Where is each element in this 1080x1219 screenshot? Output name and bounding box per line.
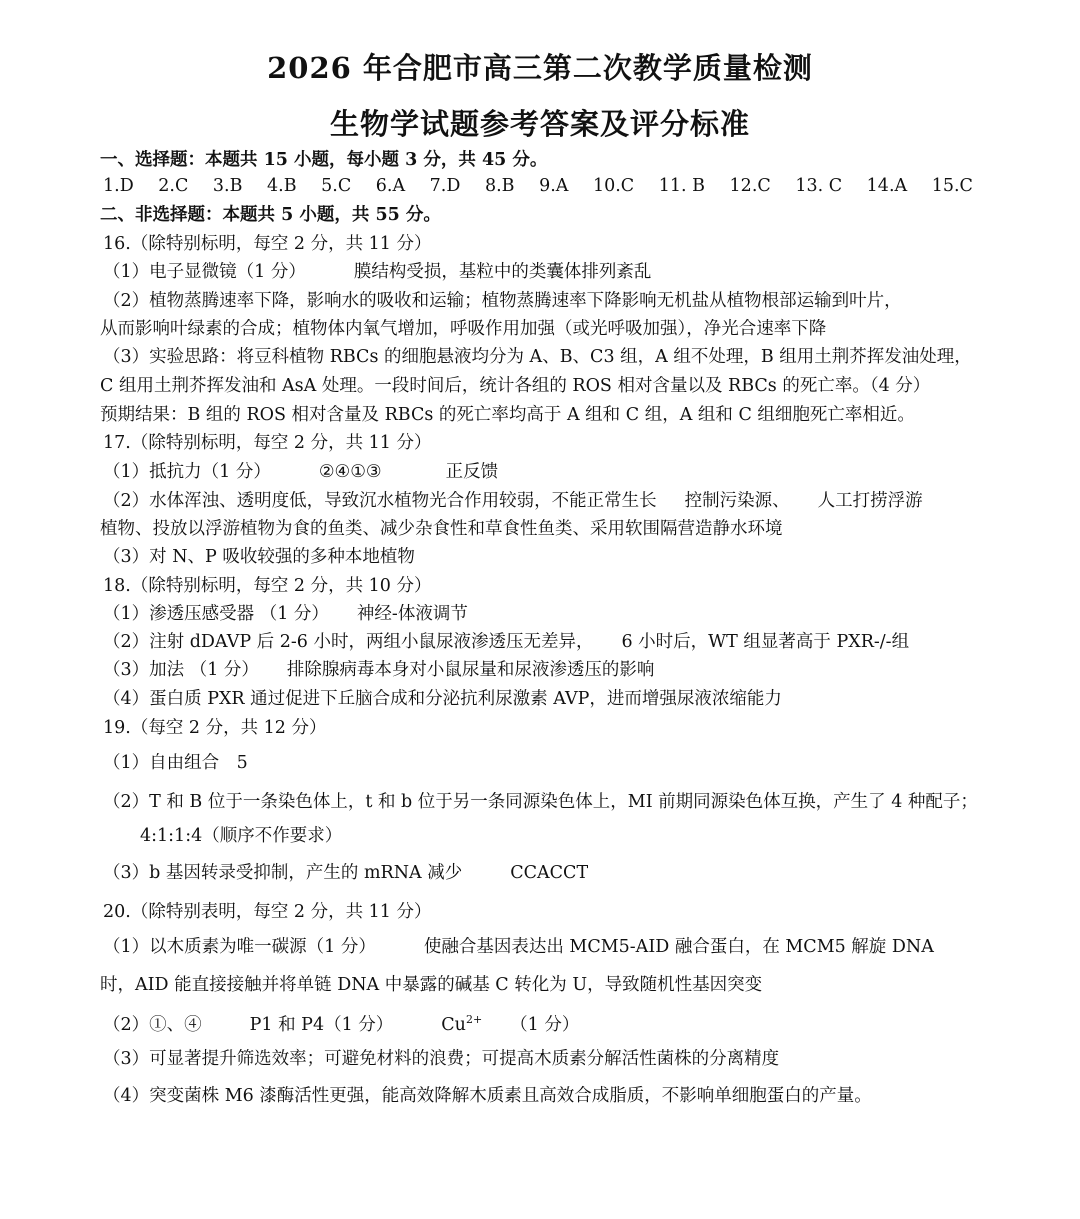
q18-part2-answer-b: 6 小时后，WT 组显著高于 PXR-/-组 [621,632,910,652]
q20-part1-answer-b: 使融合基因表达出 MCM5-AID 融合蛋白，在 MCM5 解旋 DNA [423,937,934,957]
q17-part2-answer-c: 人工打捞浮游 [817,491,923,511]
mc-answer: 2.C [158,176,189,196]
q17-part1-answer-c: 正反馈 [445,462,499,482]
q18-part1 [103,604,468,625]
mc-answer: 13. C [795,176,843,196]
q18-header: 18.（除特别标明，每空 2 分，共 10 分） [103,576,432,596]
q17-header: 17.（除特别标明，每空 2 分，共 11 分） [103,433,432,453]
q18-part4: （4）蛋白质 PXR 通过促进下丘脑合成和分泌抗利尿激素 AVP，进而增强尿液浓缩能力 [103,689,782,709]
q19-part2-line2: 4:1:1:4（顺序不作要求） [140,826,343,846]
q18-part2 [103,632,909,653]
mc-answer: 9.A [539,176,569,196]
mc-answer: 4.B [267,176,297,196]
q20-part1-line2: 时，AID 能直接接触并将单链 DNA 中暴露的碱基 C 转化为 U，导致随机性基因突变 [100,975,763,995]
mc-answer: 14.A [866,176,908,196]
section2-heading: 二、非选择题：本题共 5 小题，共 55 分。 [100,205,441,225]
q17-part3: （3）对 N、P 吸收较强的多种本地植物 [103,547,415,567]
q19-part3-answer-b: CCACCT [510,863,589,883]
q20-part2-answer-c: $Cu^{2+}$ [441,1013,483,1035]
doc-subtitle: 生物学试题参考答案及评分标准 [329,107,750,141]
q18-part3 [103,660,654,681]
q19-part2-line1: （2）T 和 B 位于一条染色体上，t 和 b 位于另一条同源染色体上，MI 前期同源染色体互换，产生了 4 种配子； [103,792,978,812]
q18-part1-answer-b: 神经-体液调节 [356,604,468,624]
q18-part3-answer-a: （3）加法 （1 分） [103,660,259,680]
mc-answer: 5.C [321,176,352,196]
q19-header: 19.（每空 2 分，共 12 分） [103,718,327,738]
q20-part2 [103,1013,579,1036]
q16-part3-line2: C 组用土荆芥挥发油和 AsA 处理。一段时间后，统计各组的 ROS 相对含量以及 RBCs 的死亡率。（4 分） [100,376,931,396]
q19-part1: （1）自由组合 5 [103,753,248,773]
q20-part1-line1 [103,937,934,958]
mc-answer: 11. B [658,176,705,196]
doc-title: 2026 年合肥市高三第二次教学质量检测 [267,51,813,85]
q20-part2-score: （1 分） [510,1014,580,1035]
q17-part2-line1 [103,491,923,512]
q19-part3-answer-a: （3）b 基因转录受抑制，产生的 mRNA 减少 [103,863,463,883]
q17-part1-answer-a: （1）抵抗力（1 分） [103,462,271,482]
mc-answer: 8.B [484,176,515,196]
q16-part1-answer-b: 膜结构受损，基粒中的类囊体排列紊乱 [353,262,652,282]
q16-part3-line3: 预期结果：B 组的 ROS 相对含量及 RBCs 的死亡率均高于 A 组和 C 组，A 组和 C 组细胞死亡率相近。 [100,405,915,425]
q17-part1 [103,462,498,483]
mc-answer: 6.A [375,176,406,196]
q18-part2-answer-a: （2）注射 dDAVP 后 2-6 小时，两组小鼠尿液渗透压无差异， [103,632,594,652]
q17-part2-answer-b: 控制污染源、 [684,491,790,511]
q19-part3 [103,863,588,884]
q20-part2-answer-a: （2）①、④ [103,1014,202,1035]
mc-answer: 10.C [592,176,635,196]
q16-part2-line2: 从而影响叶绿素的合成；植物体内氧气增加，呼吸作用加强（或光呼吸加强），净光合速率下降 [100,319,827,339]
q16-header: 16.（除特别标明，每空 2 分，共 11 分） [103,234,432,254]
q17-part1-answer-b: ②④①③ [318,462,382,482]
mc-answer: 3.B [212,176,243,196]
mc-answer: 7.D [429,176,461,196]
q20-part3: （3）可显著提升筛选效率；可避免材料的浪费；可提高木质素分解活性菌株的分离精度 [103,1049,780,1069]
q20-part4: （4）突变菌株 M6 漆酶活性更强，能高效降解木质素且高效合成脂质，不影响单细胞蛋白的产量。 [103,1086,872,1106]
mc-answer: 12.C [729,176,771,196]
q20-part1-answer-a: （1）以木质素为唯一碳源（1 分） [103,937,376,957]
q16-part1-answer-a: （1）电子显微镜（1 分） [103,262,306,282]
q18-part1-answer-a: （1）渗透压感受器 （1 分） [103,604,329,624]
mc-answer-row [103,176,973,196]
mc-answer: 15.C [931,176,973,196]
mc-answer: 1.D [103,176,134,196]
q18-part3-answer-b: 排除腺病毒本身对小鼠尿量和尿液渗透压的影响 [286,660,655,680]
section1-heading: 一、选择题：本题共 15 小题，每小题 3 分，共 45 分。 [100,150,548,170]
q16-part3-line1: （3）实验思路：将豆科植物 RBCs 的细胞悬液均分为 A、B、C3 组，A 组不处理，B 组用土荆芥挥发油处理， [103,347,972,367]
q20-header: 20.（除特别表明，每空 2 分，共 11 分） [103,902,432,922]
q17-part2-line2: 植物、投放以浮游植物为食的鱼类、减少杂食性和草食性鱼类、采用软围隔营造静水环境 [100,519,783,539]
q16-part1 [103,262,651,283]
q17-part2-answer-a: （2）水体浑浊、透明度低，导致沉水植物光合作用较弱，不能正常生长 [103,491,657,511]
q16-part2-line1: （2）植物蒸腾速率下降，影响水的吸收和运输；植物蒸腾速率下降影响无机盐从植物根部运输到叶片， [103,291,902,311]
q20-part2-answer-b: P1 和 P4（1 分） [249,1014,394,1035]
